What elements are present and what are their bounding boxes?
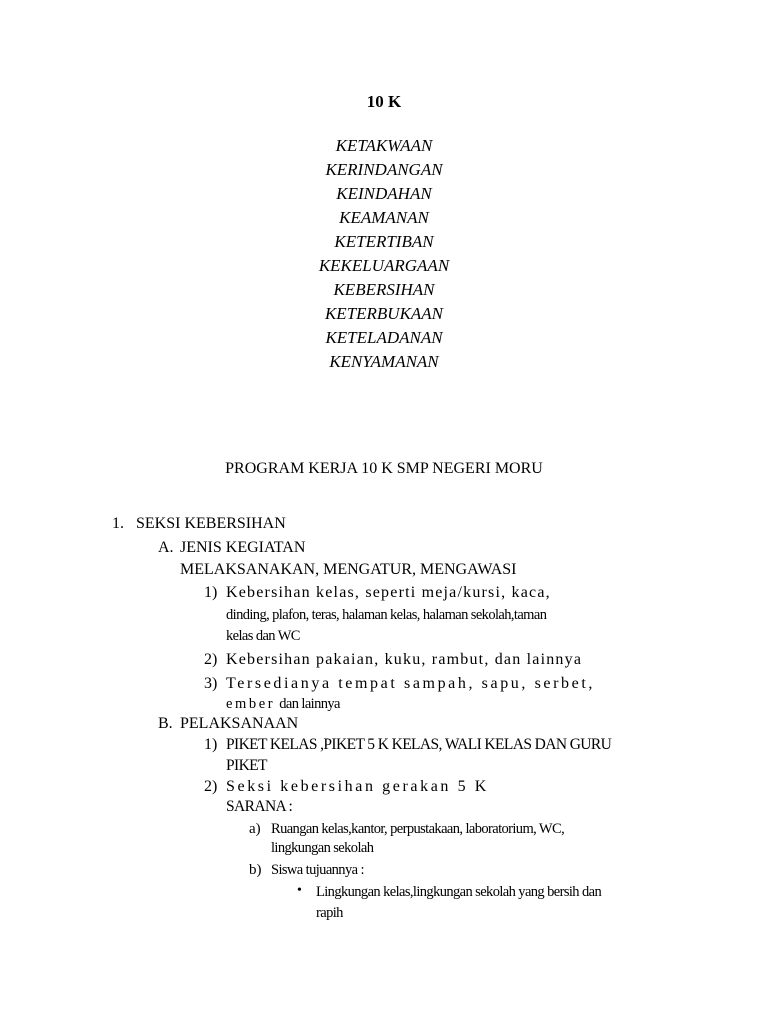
bullet-text: Lingkungan kelas,lingkungan sekolah yang bersih dan bbox=[316, 884, 602, 900]
item-text: Kebersihan kelas, seperti meja/kursi, kaca, bbox=[226, 584, 551, 601]
bullet-continuation: rapih bbox=[316, 905, 343, 921]
sub-item-continuation: lingkungan sekolah bbox=[271, 840, 374, 856]
value-item: KETELADANAN bbox=[325, 328, 443, 347]
item-text: Tersedianya tempat sampah, sapu, serbet, bbox=[226, 675, 596, 692]
values-list bbox=[0, 134, 768, 374]
bullet-icon: • bbox=[297, 883, 302, 898]
item-continuation bbox=[226, 695, 340, 713]
item-text: ember bbox=[226, 696, 276, 712]
item-marker: 3) bbox=[204, 675, 218, 692]
document-heading: 10 K bbox=[366, 92, 402, 111]
subsection-title: PELAKSANAAN bbox=[180, 715, 299, 732]
subsection-title: JENIS KEGIATAN bbox=[180, 539, 306, 556]
list-item bbox=[204, 675, 595, 693]
sub-item-marker: b) bbox=[249, 862, 262, 878]
program-title: PROGRAM KERJA 10 K SMP NEGERI MORU bbox=[225, 460, 543, 477]
sub-list-item bbox=[249, 820, 564, 838]
list-item bbox=[204, 778, 489, 796]
item-text: Kebersihan pakaian, kuku, rambut, dan lainnya bbox=[226, 651, 583, 668]
value-item: KEINDAHAN bbox=[336, 184, 432, 203]
value-item: KEAMANAN bbox=[339, 208, 429, 227]
item-continuation: dinding, plafon, teras, halaman kelas, halaman sekolah,taman bbox=[226, 607, 547, 623]
item-continuation: kelas dan WC bbox=[226, 628, 300, 644]
item-text: Seksi kebersihan gerakan 5 K bbox=[226, 778, 489, 795]
subsection-marker: B. bbox=[158, 715, 173, 732]
sub-list-item bbox=[249, 861, 364, 879]
section-title: SEKSI KEBERSIHAN bbox=[136, 515, 286, 532]
value-item: KERINDANGAN bbox=[325, 160, 443, 179]
section-heading bbox=[112, 515, 286, 533]
subsection-subtitle: MELAKSANAKAN, MENGATUR, MENGAWASI bbox=[180, 561, 517, 578]
list-item bbox=[204, 584, 551, 602]
item-continuation: PIKET bbox=[226, 757, 267, 774]
section-marker: 1. bbox=[112, 515, 124, 532]
value-item: KETAKWAAN bbox=[335, 136, 433, 155]
item-continuation: SARANA : bbox=[226, 798, 293, 815]
list-item bbox=[204, 736, 611, 754]
value-item: KENYAMANAN bbox=[329, 352, 439, 371]
value-item: KEBERSIHAN bbox=[333, 280, 435, 299]
item-marker: 2) bbox=[204, 651, 218, 668]
list-item bbox=[204, 651, 582, 669]
subsection-b-heading bbox=[158, 715, 298, 733]
item-marker: 2) bbox=[204, 778, 218, 795]
item-marker: 1) bbox=[204, 736, 218, 753]
value-item: KETERBUKAAN bbox=[324, 304, 444, 323]
value-item: KEKELUARGAAN bbox=[318, 256, 450, 275]
value-item: KETERTIBAN bbox=[334, 232, 434, 251]
item-marker: 1) bbox=[204, 584, 218, 601]
subsection-a-heading bbox=[158, 539, 305, 557]
sub-item-text: Ruangan kelas,kantor, perpustakaan, laboratorium, WC, bbox=[271, 821, 565, 837]
item-text: dan lainnya bbox=[279, 696, 340, 712]
item-text: PIKET KELAS ,PIKET 5 K KELAS, WALI KELAS DAN GURU bbox=[226, 736, 612, 753]
subsection-marker: A. bbox=[158, 539, 174, 556]
sub-item-marker: a) bbox=[249, 821, 261, 837]
sub-item-text: Siswa tujuannya : bbox=[271, 862, 364, 878]
